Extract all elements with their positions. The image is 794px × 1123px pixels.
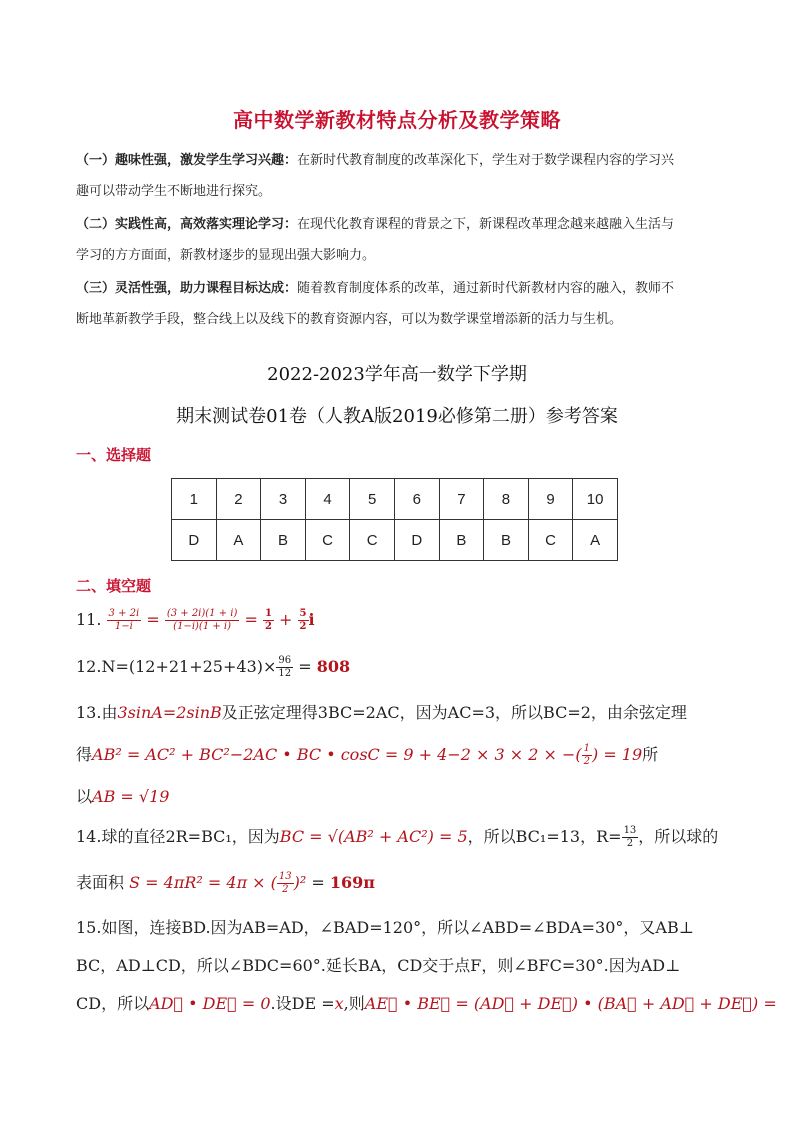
answer-13-line-3: 以AB = √19 bbox=[76, 787, 170, 806]
table-cell: 10 bbox=[573, 479, 618, 520]
main-title: 高中数学新教材特点分析及教学策略 bbox=[233, 108, 561, 132]
intro-continuation: 学习的方方面面，新教材逐步的显现出强大影响力。 bbox=[76, 248, 376, 263]
answer-12: 12.N=(12+21+25+43)× $\frac{96}{12}$ = 808 bbox=[76, 655, 351, 679]
section-heading-choice: 一、选择题 bbox=[76, 446, 152, 464]
table-cell: 8 bbox=[484, 479, 529, 520]
answer-14-line-2: 表面积 S = 4πR² = 4π × ( $\frac{13}{2}$ )² = 169π bbox=[76, 871, 375, 895]
answer-value: 808 bbox=[316, 657, 351, 676]
answer-table-number-row bbox=[172, 479, 618, 520]
intro-body: 在新时代教育制度的改革深化下，学生对于数学课程内容的学习兴 bbox=[297, 153, 675, 168]
table-cell: B bbox=[261, 520, 306, 561]
table-cell: A bbox=[216, 520, 261, 561]
answer-11: 11. $\frac{3 + 2i}{1-i}$ = $\frac{(3 + 2i)(1 + i)}{(1-i)(1 + i)}$ = $\frac{1}{2}$ + $\frac{5}{2}$ i bbox=[76, 608, 315, 632]
answer-table bbox=[171, 478, 618, 561]
intro-continuation: 趣可以带动学生不断地进行探究。 bbox=[76, 184, 272, 199]
intro-lead: （二）实践性高，高效落实理论学习： bbox=[76, 217, 298, 232]
answer-13-line-2: 得AB² = AC² + BC²−2AC • BC • cosC = 9 + 4−2 × 3 × 2 × −( $\frac{1}{2}$ ) = 19所 bbox=[76, 743, 659, 767]
exam-title-line-2: 期末测试卷01卷（人教A版2019必修第二册）参考答案 bbox=[176, 406, 618, 427]
table-cell: D bbox=[394, 520, 439, 561]
fraction: $\frac{96}{12}$ bbox=[278, 655, 292, 679]
fraction: $\frac{1}{2}$ bbox=[583, 743, 590, 767]
intro-lead: （三）灵活性强，助力课程目标达成： bbox=[76, 281, 298, 296]
fraction: $\frac{1}{2}$ bbox=[264, 608, 272, 632]
intro-lead: （一）趣味性强，激发学生学习兴趣： bbox=[76, 153, 298, 168]
table-cell: B bbox=[484, 520, 529, 561]
intro-body: 在现代化教育课程的背景之下，新课程改革理念越来越融入生活与 bbox=[297, 217, 675, 232]
question-number: 11. bbox=[76, 610, 102, 629]
table-cell: 1 bbox=[172, 479, 217, 520]
answer-13-line-1: 13.由3sinA=2sinB及正弦定理得3BC=2AC，因为AC=3，所以BC=2，由余弦定理 bbox=[76, 703, 687, 722]
table-cell: B bbox=[439, 520, 484, 561]
table-cell: C bbox=[350, 520, 395, 561]
fraction: $\frac{5}{2}$ bbox=[299, 608, 307, 632]
table-cell: 7 bbox=[439, 479, 484, 520]
fraction: $\frac{(3 + 2i)(1 + i)}{(1-i)(1 + i)}$ bbox=[166, 608, 238, 632]
exam-title-line-1: 2022-2023学年高一数学下学期 bbox=[267, 364, 527, 385]
table-cell: D bbox=[172, 520, 217, 561]
table-cell: 3 bbox=[261, 479, 306, 520]
table-cell: A bbox=[573, 520, 618, 561]
section-heading-fill: 二、填空题 bbox=[76, 577, 152, 595]
table-cell: 4 bbox=[305, 479, 350, 520]
intro-body: 随着教育制度体系的改革，通过新时代新教材内容的融入，教师不 bbox=[297, 281, 675, 296]
table-cell: 9 bbox=[528, 479, 573, 520]
table-cell: C bbox=[528, 520, 573, 561]
fraction: $\frac{13}{2}$ bbox=[278, 871, 292, 895]
answer-table-answer-row bbox=[172, 520, 618, 561]
answer-14-line-1: 14.球的直径2R=BC₁，因为BC = √(AB² + AC²) = 5，所以BC₁=13，R= $\frac{13}{2}$ ，所以球的 bbox=[76, 825, 719, 849]
answer-15-line-2: BC，AD⊥CD，所以∠BDC=60°.延长BA，CD交于点F，则∠BFC=30°.因为AD⊥ bbox=[76, 956, 681, 975]
intro-continuation: 断地革新教学手段，整合线上以及线下的教育资源内容，可以为数学课堂增添新的活力与生机。 bbox=[76, 312, 623, 327]
fraction: $\frac{13}{2}$ bbox=[623, 825, 637, 849]
table-cell: 2 bbox=[216, 479, 261, 520]
fraction: $\frac{3 + 2i}{1-i}$ bbox=[108, 608, 140, 632]
intro-paragraph-1 bbox=[76, 145, 726, 207]
answer-value: 169π bbox=[329, 873, 375, 892]
answer-15-line-3: CD，所以AD⃗ • DE⃗ = 0.设DE =x,则AE⃗ • BE⃗ = (AD⃗ + DE⃗) • (BA⃗ + AD⃗ + DE⃗) = bbox=[76, 994, 777, 1013]
table-cell: 5 bbox=[350, 479, 395, 520]
answer-15-line-1: 15.如图，连接BD.因为AB=AD，∠BAD=120°，所以∠ABD=∠BDA=30°，又AB⊥ bbox=[76, 918, 694, 937]
table-cell: 6 bbox=[394, 479, 439, 520]
intro-paragraph-3 bbox=[76, 273, 726, 335]
table-cell: C bbox=[305, 520, 350, 561]
intro-paragraph-2 bbox=[76, 209, 726, 271]
